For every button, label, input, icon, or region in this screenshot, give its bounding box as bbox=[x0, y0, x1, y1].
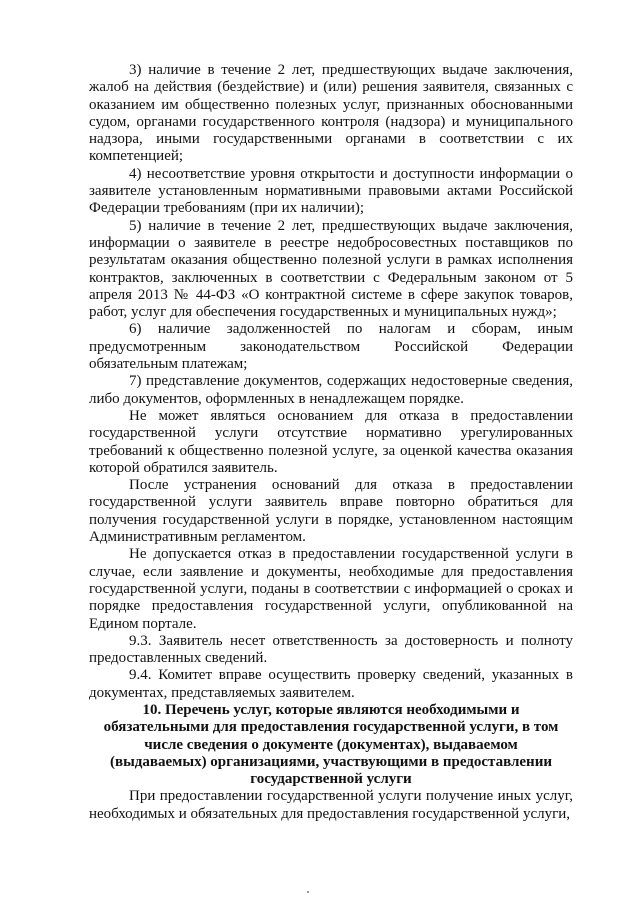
paragraph-9-3: 9.3. Заявитель несет ответственность за достоверность и полноту предоставленных сведений. bbox=[89, 632, 573, 667]
section-heading-10: 10. Перечень услуг, которые являются необходимыми и обязательными для предоставления государственной услуги, в том числе сведения о документе (документах), выдаваемом (выдаваемых) организациями, участвующими в предоставлении государственной услуги bbox=[103, 701, 559, 788]
paragraph-item-5: 5) наличие в течение 2 лет, предшествующих выдаче заключения, информации о заявителе в реестре недобросовестных поставщиков по результатам оказания общественно полезной услуги в рамках исполнения контрактов, заключенных в соответствии с Федеральным законом от 5 апреля 2013 № 44-ФЗ «О контрактной системе в сфере закупок товаров, работ, услуг для обеспечения государственных и муниципальных нужд»; bbox=[89, 217, 573, 321]
paragraph-9-4: 9.4. Комитет вправе осуществить проверку сведений, указанных в документах, представляемых заявителем. bbox=[89, 667, 573, 701]
paragraph-item-4: 4) несоответствие уровня открытости и доступности информации о заявителе установленным нормативными правовыми актами Российской Федерации требованиям (при их наличии); bbox=[89, 165, 573, 217]
paragraph-item-7: 7) представление документов, содержащих недостоверные сведения, либо документов, оформленных в ненадлежащем порядке. bbox=[89, 373, 573, 407]
paragraph-section-10-start: При предоставлении государственной услуги получение иных услуг, необходимых и обязательных для предоставления государственной услуги, bbox=[89, 788, 573, 822]
document-body bbox=[89, 62, 573, 823]
paragraph-no-refusal-basis: Не может являться основанием для отказа в предоставлении государственной услуги отсутствие нормативно урегулированных требований к общественно полезной услуге, за оценкой качества оказания которой обратился заявитель. bbox=[89, 407, 573, 476]
paragraph-item-3: 3) наличие в течение 2 лет, предшествующих выдаче заключения, жалоб на действия (бездействие) и (или) решения заявителя, связанных с оказанием им общественно полезных услуг, признанных обоснованными судом, органами государственного контроля (надзора) и муниципального надзора, иными государственными органами в соответствии с их компетенцией; bbox=[89, 62, 573, 165]
paragraph-item-6: 6) наличие задолженностей по налогам и сборам, иным предусмотренным законодательством Российской Федерации обязательным платежам; bbox=[89, 321, 573, 373]
paragraph-repeat-application: После устранения оснований для отказа в предоставлении государственной услуги заявитель вправе повторно обратиться для получения государственной услуги в порядке, установленном настоящим Административным регламентом. bbox=[89, 477, 573, 546]
page-marker-dot bbox=[307, 891, 309, 893]
paragraph-refusal-not-allowed: Не допускается отказ в предоставлении государственной услуги в случае, если заявление и документы, необходимые для предоставления государственной услуги, поданы в соответствии с информацией о сроках и порядке предоставления государственной услуги, опубликованной на Едином портале. bbox=[89, 546, 573, 632]
